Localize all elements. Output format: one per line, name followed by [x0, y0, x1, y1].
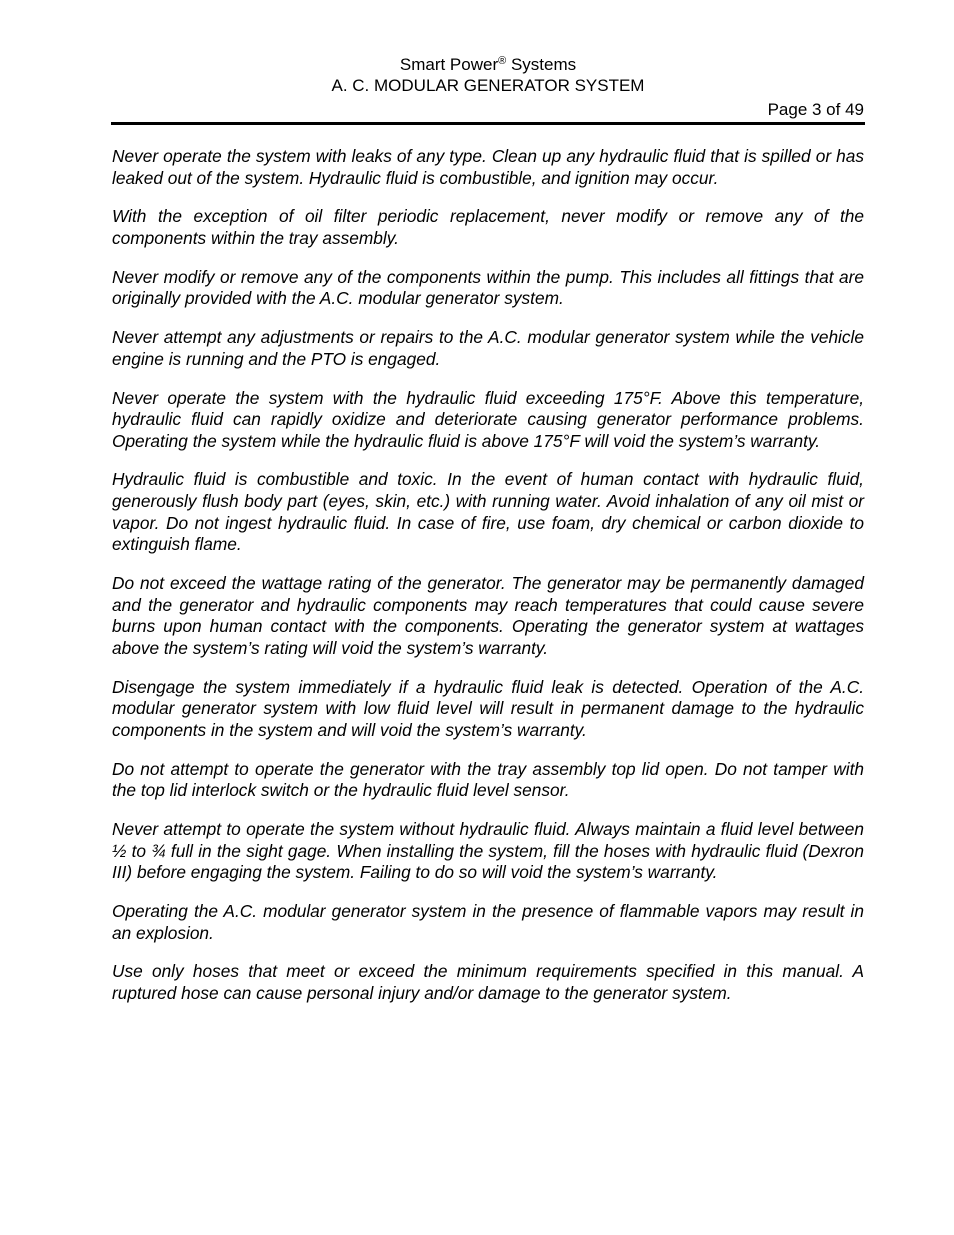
paragraph: Disengage the system immediately if a hydraulic fluid leak is detected. Operation of the A.C. modular generator system with low fluid level will result in permanent damage to the hydraulic components in the system and will void the system’s warranty. — [112, 676, 864, 740]
registered-mark: ® — [498, 55, 507, 67]
header-brand: Smart Power — [399, 55, 499, 74]
header-brand-line — [112, 54, 864, 75]
paragraph: Operating the A.C. modular generator system in the presence of flammable vapors may result in an explosion. — [112, 900, 864, 943]
paragraph: Never operate the system with the hydraulic fluid exceeding 175°F. Above this temperature, hydraulic fluid can rapidly oxidize and deteriorate causing generator performance problems. Operating the system while the hydraulic fluid is above 175°F will void the system’s warranty. — [112, 387, 864, 451]
paragraph: Do not attempt to operate the generator with the tray assembly top lid open. Do not tamper with the top lid interlock switch or the hydraulic fluid level sensor. — [112, 758, 864, 801]
paragraph: With the exception of oil filter periodic replacement, never modify or remove any of the components within the tray assembly. — [112, 206, 864, 248]
paragraph: Never attempt any adjustments or repairs to the A.C. modular generator system while the vehicle engine is running and the PTO is engaged. — [112, 327, 864, 369]
paragraph: Hydraulic fluid is combustible and toxic. In the event of human contact with hydraulic fluid, generously flush body part (eyes, skin, etc.) with running water. Avoid inhalation of any oil mist or vapor. Do not ingest hydraulic fluid. In case of fire, use foam, dry chemical or carbon dioxide to extinguish flame. — [112, 469, 864, 555]
paragraph: Never attempt to operate the system without hydraulic fluid. Always maintain a fluid level between ½ to ¾ full in the sight gage. When installing the system, fill the hoses with hydraulic fluid (Dexron III) before engaging the system. Failing to do so will void the system’s warranty. — [112, 818, 864, 883]
paragraph: Use only hoses that meet or exceed the minimum requirements specified in this manual. A ruptured hose can cause personal injury and/or damage to the generator system. — [112, 961, 864, 1003]
paragraph: Never modify or remove any of the components within the pump. This includes all fittings that are originally provided with the A.C. modular generator system. — [112, 266, 864, 309]
header-divider — [111, 122, 865, 125]
paragraph: Do not exceed the wattage rating of the generator. The generator may be permanently damaged and the generator and hydraulic components may reach temperatures that could cause severe burns upon human contact with the components. Operating the generator system at wattages above the system’s rating will void the system’s warranty. — [112, 573, 864, 658]
document-body — [112, 146, 864, 1022]
page-header — [112, 54, 864, 96]
page-number: Page 3 of 49 — [767, 100, 864, 119]
header-title: A. C. MODULAR GENERATOR SYSTEM — [331, 76, 645, 95]
header-brand-suffix: Systems — [506, 55, 577, 74]
paragraph: Never operate the system with leaks of any type. Clean up any hydraulic fluid that is spilled or has leaked out of the system. Hydraulic fluid is combustible, and ignition may occur. — [112, 146, 864, 188]
